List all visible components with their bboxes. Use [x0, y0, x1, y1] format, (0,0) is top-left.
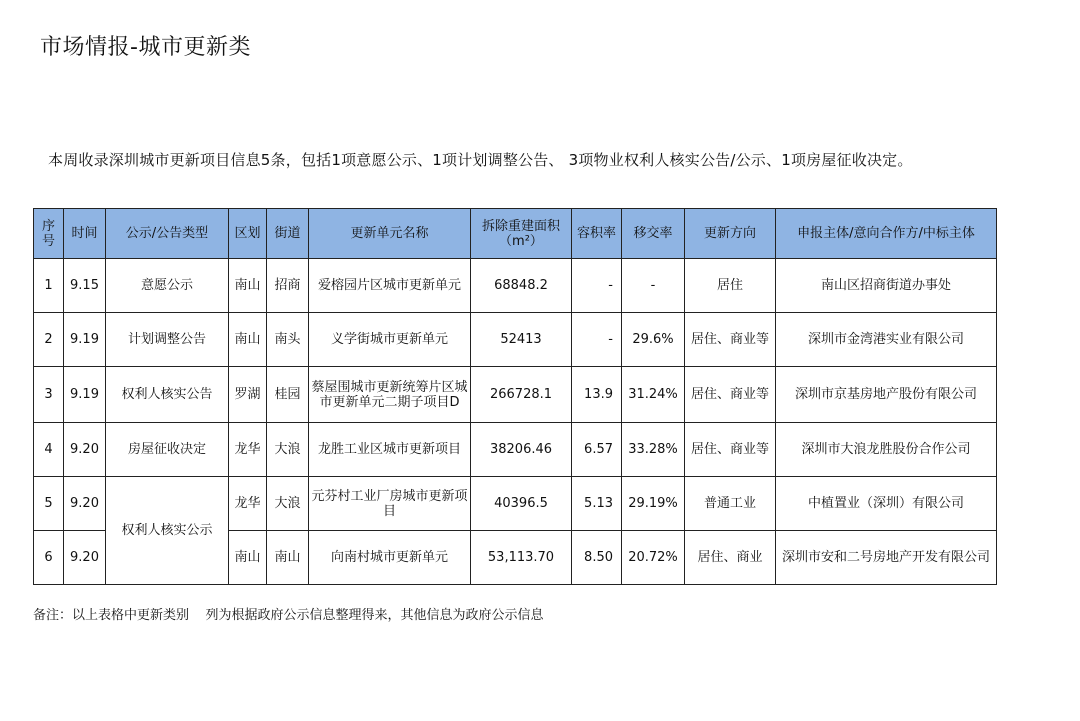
cell-far: 5.13 — [572, 477, 622, 531]
cell-district: 龙华 — [229, 477, 267, 531]
cell-time: 9.20 — [64, 423, 106, 477]
header-street: 街道 — [267, 209, 309, 259]
cell-street: 南头 — [267, 313, 309, 367]
footnote: 备注：以上表格中更新类别 列为根据政府公示信息整理得来，其他信息为政府公示信息 — [33, 608, 544, 623]
cell-seq: 4 — [34, 423, 64, 477]
cell-transfer: - — [622, 259, 685, 313]
cell-seq: 6 — [34, 531, 64, 585]
cell-street: 南山 — [267, 531, 309, 585]
cell-subject: 南山区招商街道办事处 — [776, 259, 997, 313]
cell-time: 9.20 — [64, 477, 106, 531]
cell-type: 权利人核实公告 — [106, 367, 229, 423]
table-row — [34, 367, 997, 423]
header-subject: 申报主体/意向合作方/中标主体 — [776, 209, 997, 259]
cell-subject: 深圳市大浪龙胜股份合作公司 — [776, 423, 997, 477]
cell-area: 53,113.70 — [471, 531, 572, 585]
cell-area: 266728.1 — [471, 367, 572, 423]
table-row — [34, 477, 997, 531]
summary-text: 本周收录深圳城市更新项目信息5条，包括1项意愿公示、1项计划调整公告、 3项物业权利人核实公告/公示、1项房屋征收决定。 — [48, 151, 913, 169]
table-row — [34, 423, 997, 477]
cell-unit: 向南村城市更新单元 — [309, 531, 471, 585]
cell-subject: 深圳市京基房地产股份有限公司 — [776, 367, 997, 423]
cell-area: 52413 — [471, 313, 572, 367]
cell-far: - — [572, 259, 622, 313]
cell-transfer: 29.6% — [622, 313, 685, 367]
cell-direction: 居住、商业等 — [685, 313, 776, 367]
cell-seq: 1 — [34, 259, 64, 313]
cell-direction: 居住、商业等 — [685, 423, 776, 477]
cell-direction: 居住、商业 — [685, 531, 776, 585]
cell-type: 房屋征收决定 — [106, 423, 229, 477]
cell-area: 38206.46 — [471, 423, 572, 477]
header-seq: 序号 — [34, 209, 64, 259]
cell-transfer: 31.24% — [622, 367, 685, 423]
header-area: 拆除重建面积（m²） — [471, 209, 572, 259]
cell-district: 罗湖 — [229, 367, 267, 423]
header-direction: 更新方向 — [685, 209, 776, 259]
cell-type: 计划调整公告 — [106, 313, 229, 367]
cell-subject: 深圳市金湾港实业有限公司 — [776, 313, 997, 367]
cell-unit: 元芬村工业厂房城市更新项目 — [309, 477, 471, 531]
cell-direction: 居住 — [685, 259, 776, 313]
cell-type: 意愿公示 — [106, 259, 229, 313]
header-row — [34, 209, 997, 259]
cell-type-merged: 权利人核实公示 — [106, 477, 229, 585]
cell-district: 南山 — [229, 259, 267, 313]
cell-seq: 5 — [34, 477, 64, 531]
cell-transfer: 20.72% — [622, 531, 685, 585]
cell-street: 大浪 — [267, 423, 309, 477]
table-row — [34, 259, 997, 313]
cell-transfer: 33.28% — [622, 423, 685, 477]
urban-renewal-table — [33, 208, 997, 585]
header-far: 容积率 — [572, 209, 622, 259]
cell-unit: 蔡屋围城市更新统筹片区城市更新单元二期子项目D — [309, 367, 471, 423]
cell-far: 13.9 — [572, 367, 622, 423]
cell-time: 9.15 — [64, 259, 106, 313]
cell-street: 招商 — [267, 259, 309, 313]
cell-subject: 中植置业（深圳）有限公司 — [776, 477, 997, 531]
cell-street: 大浪 — [267, 477, 309, 531]
header-district: 区划 — [229, 209, 267, 259]
cell-street: 桂园 — [267, 367, 309, 423]
table-header — [34, 209, 997, 259]
cell-district: 南山 — [229, 531, 267, 585]
page-title: 市场情报-城市更新类 — [40, 35, 251, 60]
header-unit: 更新单元名称 — [309, 209, 471, 259]
header-type: 公示/公告类型 — [106, 209, 229, 259]
cell-subject: 深圳市安和二号房地产开发有限公司 — [776, 531, 997, 585]
cell-unit: 龙胜工业区城市更新项目 — [309, 423, 471, 477]
cell-unit: 爱榕园片区城市更新单元 — [309, 259, 471, 313]
cell-seq: 2 — [34, 313, 64, 367]
cell-seq: 3 — [34, 367, 64, 423]
cell-unit: 义学街城市更新单元 — [309, 313, 471, 367]
cell-far: 8.50 — [572, 531, 622, 585]
table-container — [33, 208, 997, 585]
header-transfer: 移交率 — [622, 209, 685, 259]
cell-time: 9.19 — [64, 313, 106, 367]
cell-district: 南山 — [229, 313, 267, 367]
table-row — [34, 313, 997, 367]
cell-far: 6.57 — [572, 423, 622, 477]
cell-direction: 普通工业 — [685, 477, 776, 531]
cell-area: 68848.2 — [471, 259, 572, 313]
cell-transfer: 29.19% — [622, 477, 685, 531]
header-time: 时间 — [64, 209, 106, 259]
cell-time: 9.20 — [64, 531, 106, 585]
cell-time: 9.19 — [64, 367, 106, 423]
cell-district: 龙华 — [229, 423, 267, 477]
cell-area: 40396.5 — [471, 477, 572, 531]
cell-direction: 居住、商业等 — [685, 367, 776, 423]
table-body — [34, 259, 997, 585]
cell-far: - — [572, 313, 622, 367]
